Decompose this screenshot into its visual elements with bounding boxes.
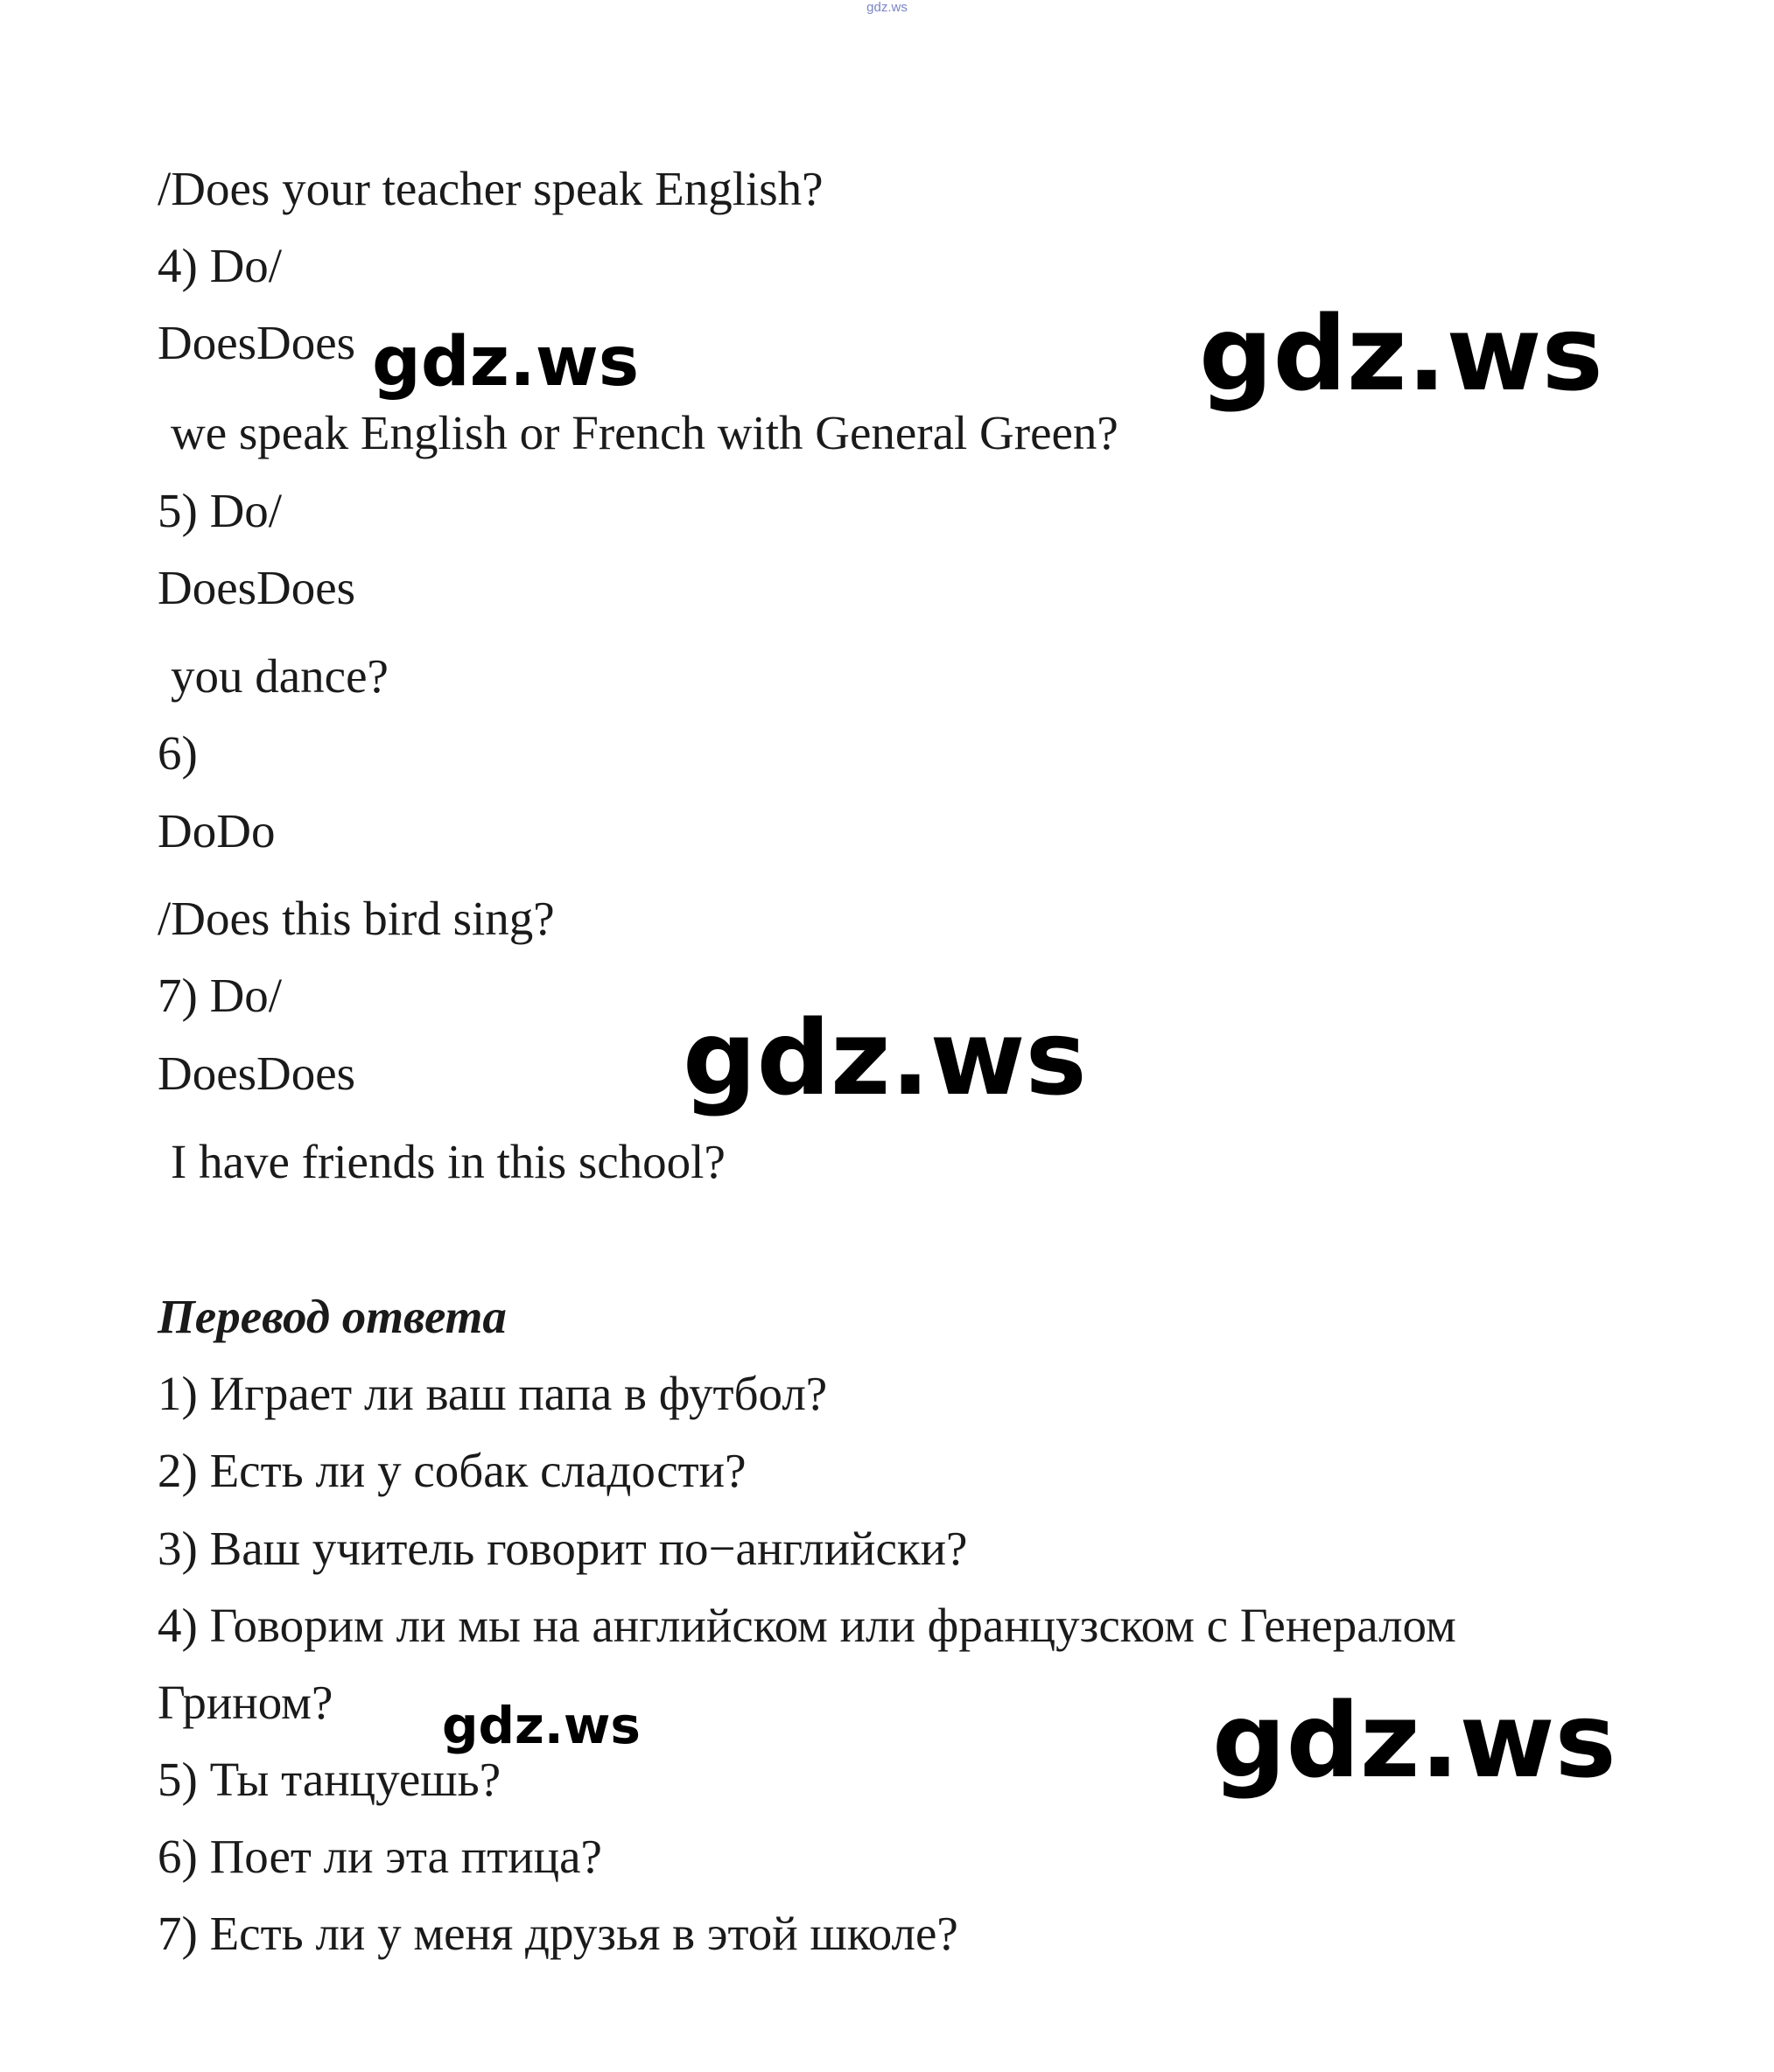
translation-line-4: 4) Говорим ли мы на английском или французском с Генералом: [158, 1599, 1456, 1652]
answer-line-7-options: DoesDoes: [158, 1046, 356, 1100]
translation-line-5: 5) Ты танцуешь?: [158, 1753, 501, 1806]
answer-line-4-label: 4) Do/: [158, 239, 283, 292]
answer-line-7-label: 7) Do/: [158, 969, 283, 1022]
translation-line-4-cont: Грином?: [158, 1676, 333, 1729]
watermark-4: gdz.ws: [442, 1696, 641, 1755]
answer-line-3b: /Does your teacher speak English?: [158, 162, 824, 215]
answer-line-4-options: DoesDoes: [158, 316, 356, 369]
answer-line-6-options: DoDo: [158, 804, 276, 858]
answer-line-7-text: I have friends in this school?: [171, 1135, 726, 1188]
watermark-5: gdz.ws: [1212, 1680, 1616, 1801]
answer-line-5-label: 5) Do/: [158, 484, 283, 537]
translation-heading: Перевод ответа: [158, 1290, 507, 1343]
answer-line-4-text: we speak English or French with General Green?: [171, 406, 1118, 459]
translation-line-2: 2) Есть ли у собак сладости?: [158, 1444, 747, 1497]
header-watermark: gdz.ws: [866, 0, 908, 15]
translation-line-6: 6) Поет ли эта птица?: [158, 1830, 602, 1883]
translation-line-7: 7) Есть ли у меня друзья в этой школе?: [158, 1907, 958, 1960]
watermark-2: gdz.ws: [1199, 293, 1603, 414]
answer-line-6-label: 6): [158, 726, 198, 780]
answer-line-5-options: DoesDoes: [158, 561, 356, 614]
answer-line-5-text: you dance?: [171, 649, 389, 703]
translation-line-3: 3) Ваш учитель говорит по−английски?: [158, 1522, 968, 1575]
translation-line-1: 1) Играет ли ваш папа в футбол?: [158, 1367, 828, 1420]
watermark-1: gdz.ws: [372, 323, 640, 402]
answer-line-6-text: /Does this bird sing?: [158, 892, 555, 945]
watermark-3: gdz.ws: [683, 998, 1087, 1118]
